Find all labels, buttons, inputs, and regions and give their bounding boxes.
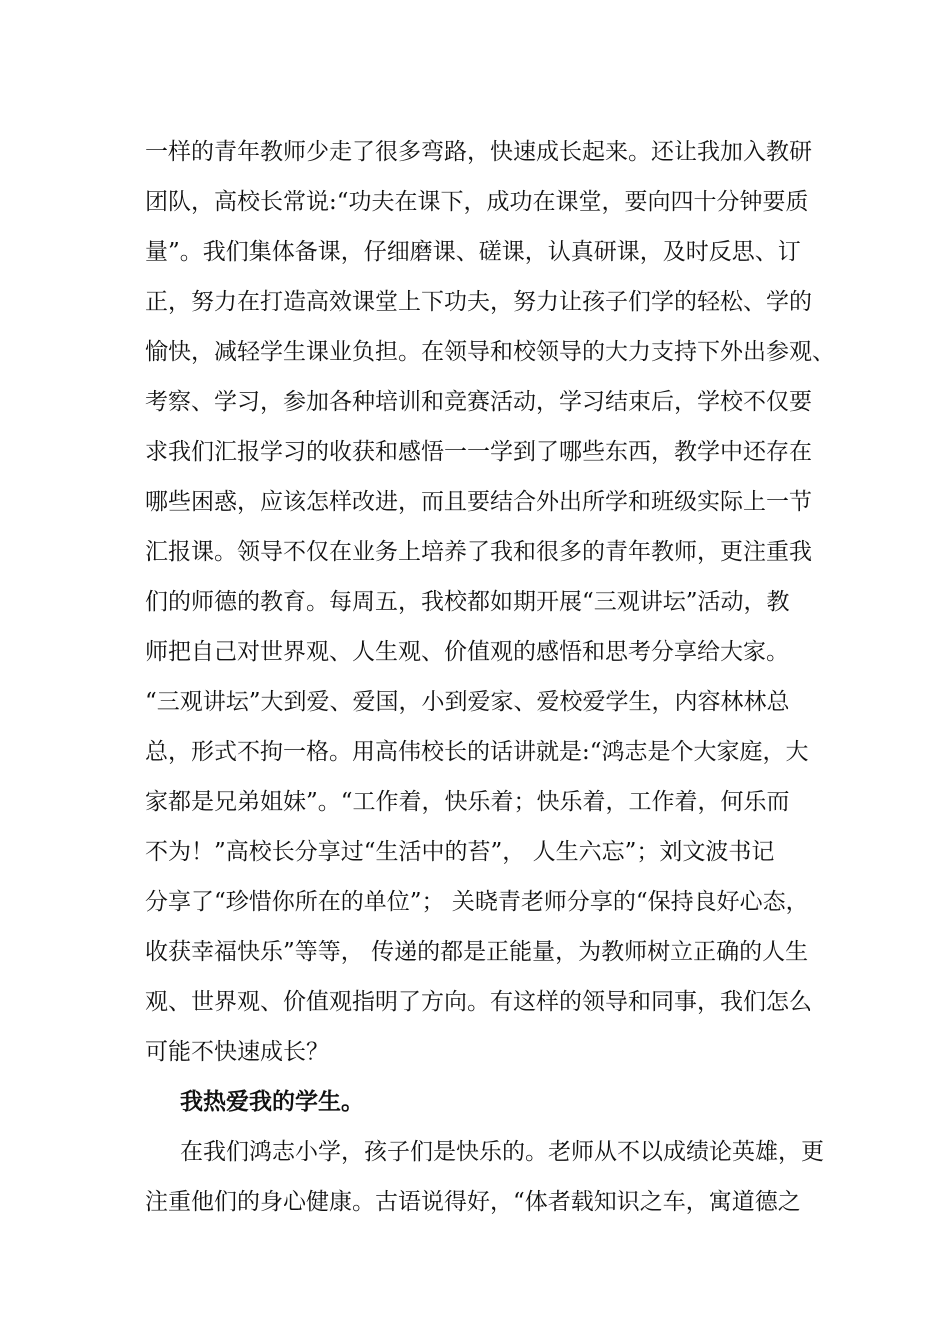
text-line: 一样的青年教师少走了很多弯路，快速成长起来。还让我加入教研 [145,139,812,165]
text-line: 哪些困惑，应该怎样改进，而且要结合外出所学和班级实际上一节 [145,489,812,515]
text-line: 求我们汇报学习的收获和感悟一一学到了哪些东西，教学中还存在 [145,439,812,465]
text-line: 考察、学习，参加各种培训和竞赛活动，学习结束后，学校不仅要 [145,389,812,415]
text-line: 可能不快速成长？ [145,1039,329,1065]
text-line: 观、世界观、价值观指明了方向。有这样的领导和同事，我们怎么 [145,989,812,1015]
text-line: 正，努力在打造高效课堂上下功夫，努力让孩子们学的轻松、学的 [145,289,812,315]
text-line: “三观讲坛”大到爱、爱国，小到爱家、爱校爱学生，内容林林总 [145,689,790,715]
text-line: 师把自己对世界观、人生观、价值观的感悟和思考分享给大家。 [145,639,789,665]
text-line: 收获幸福快乐”等等， 传递的都是正能量，为教师树立正确的人生 [145,939,809,965]
text-line: 注重他们的身心健康。古语说得好，“体者载知识之车，寓道德之 [145,1189,801,1215]
text-line: 总，形式不拘一格。用高伟校长的话讲就是:“鸿志是个大家庭，大 [145,739,809,765]
text-line: 家都是兄弟姐妹”。“工作着，快乐着；快乐着，工作着，何乐而 [145,789,790,815]
text-line: 团队，高校长常说:“功夫在课下，成功在课堂，要向四十分钟要质 [145,189,809,215]
text-line: 量”。我们集体备课，仔细磨课、磋课，认真研课，及时反思、订 [145,239,801,265]
text-line: 不为！”高校长分享过“生活中的苔”， 人生六忘”；刘文波书记 [145,839,775,865]
text-line: 分享了“珍惜你所在的单位”； 关晓青老师分享的“保持良好心态， [145,889,809,915]
text-line: 汇报课。领导不仅在业务上培养了我和很多的青年教师，更注重我 [145,539,812,565]
text-line: 们的师德的教育。每周五，我校都如期开展“三观讲坛”活动，教 [145,589,790,615]
section-heading: 我热爱我的学生。 [180,1088,364,1115]
text-line: 在我们鸿志小学，孩子们是快乐的。老师从不以成绩论英雄，更 [180,1139,824,1165]
text-line: 愉快，减轻学生课业负担。在领导和校领导的大力支持下外出参观、 [145,339,835,365]
body-text [145,127,835,1227]
